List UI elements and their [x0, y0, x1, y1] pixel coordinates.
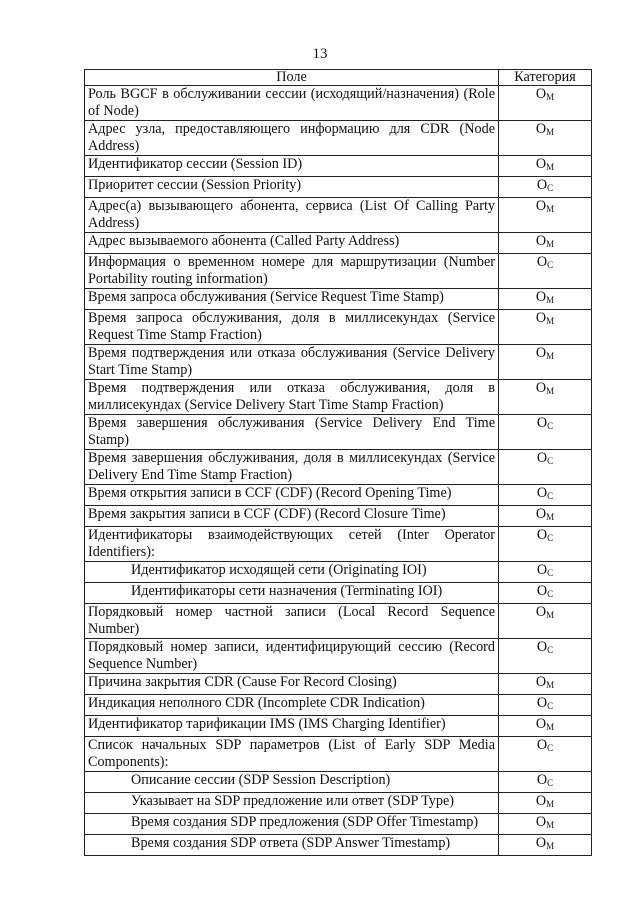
category-letter: O: [536, 772, 548, 788]
category-cell: [499, 793, 592, 814]
category-subscript: M: [546, 204, 555, 214]
category-letter: O: [535, 793, 547, 809]
category-subscript: C: [547, 183, 554, 193]
category-cell: [499, 695, 592, 716]
category-cell: [499, 716, 592, 737]
category-subscript: C: [547, 260, 554, 270]
category-letter: O: [535, 604, 547, 620]
category-letter: O: [535, 86, 547, 102]
field-cell: Адрес(а) вызывающего абонента, сервиса (List Of Calling Party Address): [85, 198, 499, 233]
table-row: [85, 233, 592, 254]
category-subscript: C: [547, 533, 554, 543]
column-header-field: Поле: [85, 70, 499, 86]
category-cell: [499, 639, 592, 674]
field-cell: Идентификаторы сети назначения (Terminating IOI): [85, 583, 499, 604]
field-cell: Порядковый номер записи, идентифицирующий сессию (Record Sequence Number): [85, 639, 499, 674]
field-cell: Время завершения обслуживания (Service Delivery End Time Stamp): [85, 415, 499, 450]
table-row: [85, 289, 592, 310]
table-row: [85, 485, 592, 506]
category-subscript: C: [547, 701, 554, 711]
category-cell: [499, 737, 592, 772]
field-cell: Адрес узла, предоставляющего информацию для CDR (Node Address): [85, 121, 499, 156]
category-letter: O: [535, 835, 547, 851]
category-cell: [499, 604, 592, 639]
category-cell: [499, 86, 592, 121]
category-cell: [499, 233, 592, 254]
category-subscript: M: [546, 841, 555, 851]
category-cell: [499, 310, 592, 345]
category-letter: O: [535, 716, 547, 732]
table-row: [85, 835, 592, 856]
table-row: [85, 254, 592, 289]
field-cell: Причина закрытия CDR (Cause For Record Closing): [85, 674, 499, 695]
table-row: [85, 562, 592, 583]
page-number: 13: [312, 46, 328, 62]
category-letter: O: [535, 345, 547, 361]
field-cell: Время подтверждения или отказа обслуживания, доля в миллисекундах (Service Delivery Start Time Stamp Fraction): [85, 380, 499, 415]
table-row: [85, 793, 592, 814]
table-row: [85, 156, 592, 177]
table-row: [85, 198, 592, 233]
category-subscript: M: [546, 799, 555, 809]
category-letter: O: [535, 310, 547, 326]
category-letter: O: [536, 177, 548, 193]
category-subscript: M: [546, 512, 555, 522]
table-row: [85, 639, 592, 674]
field-cell: Идентификатор сессии (Session ID): [85, 156, 499, 177]
category-letter: O: [536, 450, 548, 466]
category-letter: O: [535, 506, 547, 522]
field-cell: Список начальных SDP параметров (List of Early SDP Media Components):: [85, 737, 499, 772]
category-cell: [499, 289, 592, 310]
table-row: [85, 716, 592, 737]
category-cell: [499, 450, 592, 485]
table-row: [85, 86, 592, 121]
table-row: [85, 177, 592, 198]
category-letter: O: [536, 415, 548, 431]
category-cell: [499, 380, 592, 415]
category-subscript: M: [546, 820, 555, 830]
category-subscript: M: [546, 386, 555, 396]
table-row: [85, 772, 592, 793]
category-cell: [499, 527, 592, 562]
category-letter: O: [535, 814, 547, 830]
category-letter: O: [535, 156, 547, 172]
field-cell: Порядковый номер частной записи (Local Record Sequence Number): [85, 604, 499, 639]
table-row: [85, 345, 592, 380]
table-row: [85, 450, 592, 485]
category-letter: O: [536, 485, 548, 501]
category-cell: [499, 198, 592, 233]
field-cell: Индикация неполного CDR (Incomplete CDR Indication): [85, 695, 499, 716]
field-cell: Время создания SDP ответа (SDP Answer Timestamp): [85, 835, 499, 856]
category-letter: O: [535, 198, 547, 214]
category-subscript: M: [546, 162, 555, 172]
category-subscript: C: [547, 491, 554, 501]
table-header-row: [85, 70, 592, 86]
category-subscript: M: [546, 127, 555, 137]
table-row: [85, 695, 592, 716]
category-cell: [499, 415, 592, 450]
category-subscript: M: [546, 610, 555, 620]
category-subscript: M: [546, 92, 555, 102]
category-subscript: M: [546, 351, 555, 361]
category-letter: O: [536, 254, 548, 270]
category-subscript: C: [547, 456, 554, 466]
field-cell: Идентификатор исходящей сети (Originating IOI): [85, 562, 499, 583]
table-row: [85, 121, 592, 156]
table-row: [85, 415, 592, 450]
category-letter: O: [535, 121, 547, 137]
category-letter: O: [535, 380, 547, 396]
category-cell: [499, 177, 592, 198]
table-row: [85, 310, 592, 345]
table-row: [85, 674, 592, 695]
category-letter: O: [535, 289, 547, 305]
category-cell: [499, 674, 592, 695]
category-letter: O: [536, 737, 548, 753]
field-cell: Описание сессии (SDP Session Description): [85, 772, 499, 793]
field-cell: Указывает на SDP предложение или ответ (SDP Type): [85, 793, 499, 814]
category-subscript: C: [547, 645, 554, 655]
category-letter: O: [535, 674, 547, 690]
category-cell: [499, 583, 592, 604]
category-letter: O: [535, 233, 547, 249]
field-cell: Время запроса обслуживания, доля в миллисекундах (Service Request Time Stamp Fraction): [85, 310, 499, 345]
category-letter: O: [536, 583, 548, 599]
category-cell: [499, 562, 592, 583]
table-row: [85, 527, 592, 562]
field-cell: Время завершения обслуживания, доля в миллисекундах (Service Delivery End Time Stamp Fraction): [85, 450, 499, 485]
category-cell: [499, 772, 592, 793]
table-row: [85, 380, 592, 415]
field-cell: Время закрытия записи в CCF (CDF) (Record Closure Time): [85, 506, 499, 527]
category-letter: O: [536, 695, 548, 711]
field-cell: Информация о временном номере для маршрутизации (Number Portability routing information): [85, 254, 499, 289]
category-cell: [499, 156, 592, 177]
category-subscript: C: [547, 778, 554, 788]
category-subscript: M: [546, 239, 555, 249]
category-subscript: C: [547, 743, 554, 753]
category-letter: O: [536, 639, 548, 655]
category-cell: [499, 835, 592, 856]
table-row: [85, 814, 592, 835]
category-subscript: M: [546, 722, 555, 732]
field-cell: Роль BGCF в обслуживании сессии (исходящий/назначения) (Role of Node): [85, 86, 499, 121]
category-cell: [499, 254, 592, 289]
category-cell: [499, 121, 592, 156]
category-subscript: C: [547, 568, 554, 578]
column-header-category: Категория: [499, 70, 592, 86]
category-subscript: C: [547, 421, 554, 431]
field-cell: Время подтверждения или отказа обслуживания (Service Delivery Start Time Stamp): [85, 345, 499, 380]
field-cell: Приоритет сессии (Session Priority): [85, 177, 499, 198]
category-letter: O: [536, 527, 548, 543]
category-letter: O: [536, 562, 548, 578]
field-cell: Время запроса обслуживания (Service Request Time Stamp): [85, 289, 499, 310]
fields-table: [84, 69, 592, 856]
table-row: [85, 583, 592, 604]
category-subscript: M: [546, 316, 555, 326]
field-cell: Идентификатор тарификации IMS (IMS Charging Identifier): [85, 716, 499, 737]
category-cell: [499, 506, 592, 527]
field-cell: Время создания SDP предложения (SDP Offer Timestamp): [85, 814, 499, 835]
category-subscript: C: [547, 589, 554, 599]
table-row: [85, 604, 592, 639]
category-cell: [499, 345, 592, 380]
table-row: [85, 737, 592, 772]
table-row: [85, 506, 592, 527]
category-cell: [499, 485, 592, 506]
field-cell: Адрес вызываемого абонента (Called Party Address): [85, 233, 499, 254]
field-cell: Идентификаторы взаимодействующих сетей (Inter Operator Identifiers):: [85, 527, 499, 562]
category-cell: [499, 814, 592, 835]
category-subscript: M: [546, 295, 555, 305]
field-cell: Время открытия записи в CCF (CDF) (Record Opening Time): [85, 485, 499, 506]
category-subscript: M: [546, 680, 555, 690]
